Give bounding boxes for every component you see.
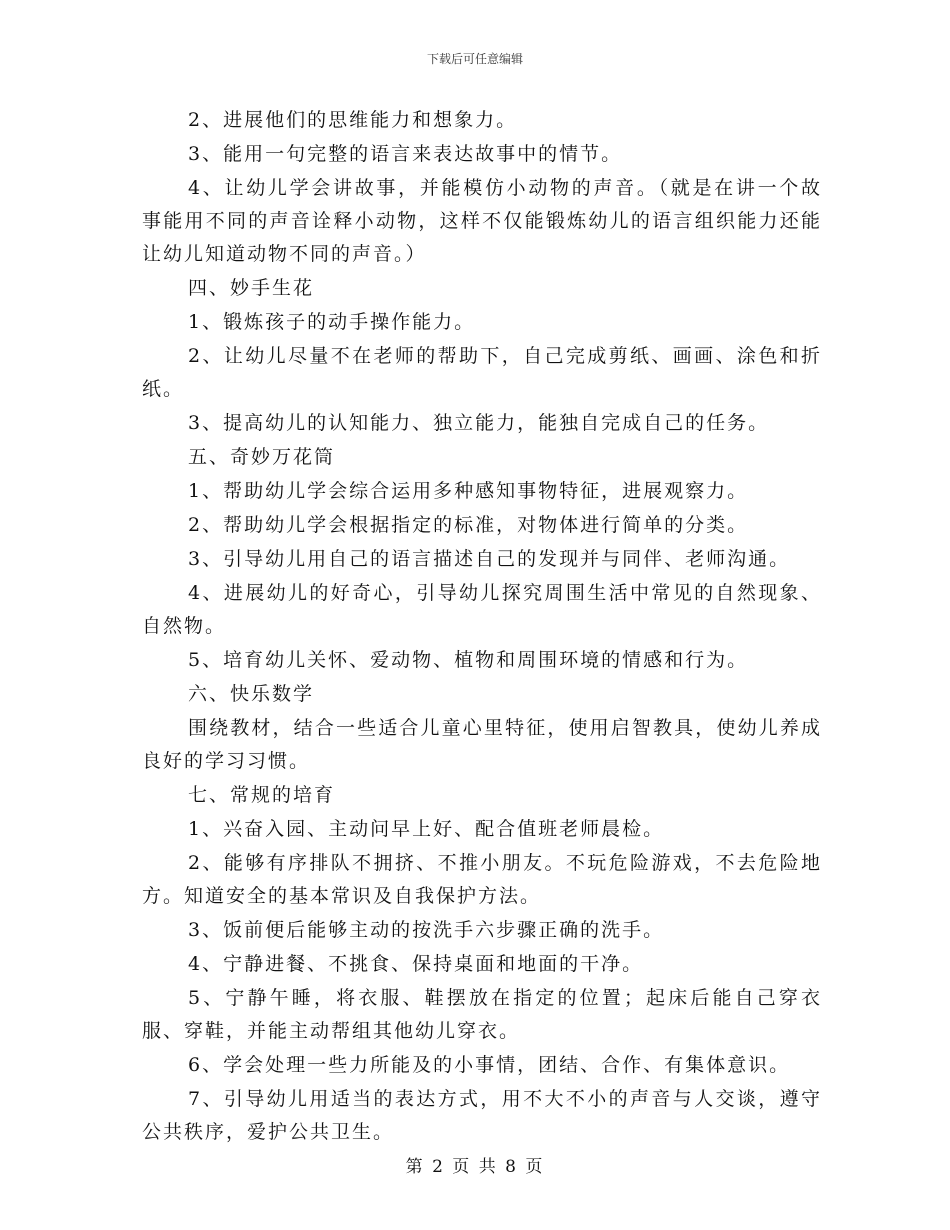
paragraph: 2、帮助幼儿学会根据指定的标准，对物体进行简单的分类。 [188,514,749,536]
paragraph: 4、让幼儿学会讲故事，并能模仿小动物的声音。（就是在讲一个故事能用不同的声音诠释小动物，这样不仅能锻炼幼儿的语言组织能力还能让幼儿知道动物不同的声音。） [142,177,822,265]
paragraph: 5、宁静午睡，将衣服、鞋摆放在指定的位置；起床后能自己穿衣服、穿鞋，并能主动帮组其他幼儿穿衣。 [142,987,822,1042]
section-heading: 七、常规的培育 [188,784,336,806]
paragraph: 3、提高幼儿的认知能力、独立能力，能独自完成自己的任务。 [188,412,770,434]
paragraph: 4、宁静进餐、不挑食、保持桌面和地面的干净。 [188,953,644,975]
paragraph: 3、引导幼儿用自己的语言描述自己的发现并与同伴、老师沟通。 [188,548,791,570]
paragraph: 1、兴奋入园、主动问早上好、配合值班老师晨检。 [188,818,665,840]
paragraph: 2、能够有序排队不拥挤、不推小朋友。不玩危险游戏，不去危险地方。知道安全的基本常识及自我保护方法。 [142,852,822,907]
page-header: 下载后可任意编辑 [426,52,523,66]
page-number: 第 2 页 共 8 页 [405,1157,545,1177]
document-body [142,104,822,1150]
paragraph: 4、进展幼儿的好奇心，引导幼儿探究周围生活中常见的自然现象、自然物。 [142,582,822,637]
paragraph: 围绕教材，结合一些适合儿童心里特征，使用启智教具，使幼儿养成良好的学习习惯。 [142,717,822,772]
section-heading: 五、奇妙万花筒 [188,446,336,468]
section-heading: 六、快乐数学 [188,683,315,705]
paragraph: 1、帮助幼儿学会综合运用多种感知事物特征，进展观察力。 [188,480,749,502]
paragraph: 2、让幼儿尽量不在老师的帮助下，自己完成剪纸、画画、涂色和折纸。 [142,345,822,400]
paragraph: 6、学会处理一些力所能及的小事情，团结、合作、有集体意识。 [188,1054,791,1076]
paragraph: 1、锻炼孩子的动手操作能力。 [188,311,476,333]
section-heading: 四、妙手生花 [188,277,315,299]
paragraph: 7、引导幼儿用适当的表达方式，用不大不小的声音与人交谈，遵守公共秩序，爱护公共卫生。 [142,1088,822,1143]
paragraph: 3、饭前便后能够主动的按洗手六步骤正确的洗手。 [188,919,665,941]
paragraph: 2、进展他们的思维能力和想象力。 [188,109,518,131]
paragraph: 5、培育幼儿关怀、爱动物、植物和周围环境的情感和行为。 [188,649,749,671]
paragraph: 3、能用一句完整的语言来表达故事中的情节。 [188,143,623,165]
